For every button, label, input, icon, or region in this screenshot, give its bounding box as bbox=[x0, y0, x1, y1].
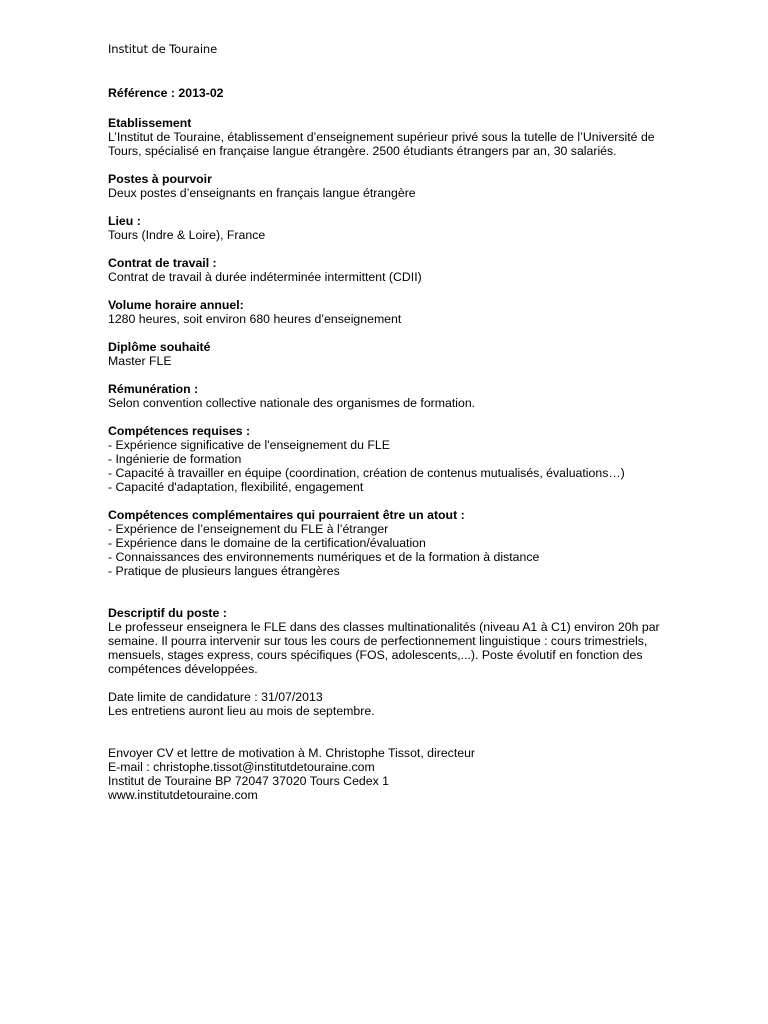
spacer bbox=[108, 732, 668, 746]
list-item: - Capacité d'adaptation, flexibilité, engagement bbox=[108, 480, 364, 494]
section-diplome bbox=[108, 340, 668, 368]
section-title: Compétences requises : bbox=[108, 424, 251, 438]
section-title: Diplôme souhaité bbox=[108, 340, 211, 354]
contact-address: Institut de Touraine BP 72047 37020 Tours Cedex 1 bbox=[108, 774, 389, 788]
section-text: Master FLE bbox=[108, 354, 172, 368]
section-lieu bbox=[108, 214, 668, 242]
list-item: - Expérience significative de l'enseignement du FLE bbox=[108, 438, 390, 452]
section-text: Selon convention collective nationale des organismes de formation. bbox=[108, 396, 476, 410]
document-body bbox=[108, 116, 668, 816]
list-item: - Ingénierie de formation bbox=[108, 452, 242, 466]
section-title: Contrat de travail : bbox=[108, 256, 217, 270]
section-text: compétences développées. bbox=[108, 662, 258, 676]
section-text: Deux postes d’enseignants en français langue étrangère bbox=[108, 186, 416, 200]
list-item: - Expérience de l’enseignement du FLE à l’étranger bbox=[108, 522, 389, 536]
section-contrat bbox=[108, 256, 668, 284]
page-header: Institut de Touraine bbox=[108, 42, 218, 56]
section-title: Compétences complémentaires qui pourraient être un atout : bbox=[108, 508, 465, 522]
section-competences-requises bbox=[108, 424, 668, 494]
contact-website: www.institutdetouraine.com bbox=[108, 788, 258, 802]
section-dates bbox=[108, 690, 668, 718]
section-title: Descriptif du poste : bbox=[108, 606, 227, 620]
list-item: - Expérience dans le domaine de la certification/évaluation bbox=[108, 536, 426, 550]
deadline-text: Date limite de candidature : 31/07/2013 bbox=[108, 690, 323, 704]
list-item: - Capacité à travailler en équipe (coordination, création de contenus mutualisés, évaluations…) bbox=[108, 466, 625, 480]
section-text: 1280 heures, soit environ 680 heures d’enseignement bbox=[108, 312, 402, 326]
contact-instructions: Envoyer CV et lettre de motivation à M. Christophe Tissot, directeur bbox=[108, 746, 476, 760]
spacer bbox=[108, 592, 668, 606]
section-etablissement bbox=[108, 116, 668, 158]
section-text: L’Institut de Touraine, établissement d’enseignement supérieur privé sous la tutelle de l’Université de bbox=[108, 130, 655, 144]
section-title: Volume horaire annuel: bbox=[108, 298, 244, 312]
section-text: Tours, spécialisé en française langue étrangère. 2500 étudiants étrangers par an, 30 salariés. bbox=[108, 144, 617, 158]
list-item: - Pratique de plusieurs langues étrangères bbox=[108, 564, 340, 578]
section-title: Rémunération : bbox=[108, 382, 199, 396]
reference-number: Référence : 2013-02 bbox=[108, 86, 224, 100]
section-title: Etablissement bbox=[108, 116, 192, 130]
section-text: Contrat de travail à durée indéterminée intermittent (CDII) bbox=[108, 270, 422, 284]
section-title: Lieu : bbox=[108, 214, 141, 228]
section-remuneration bbox=[108, 382, 668, 410]
section-competences-complementaires bbox=[108, 508, 668, 578]
section-title: Postes à pourvoir bbox=[108, 172, 212, 186]
section-descriptif bbox=[108, 606, 668, 676]
section-postes bbox=[108, 172, 668, 200]
section-text: mensuels, stages express, cours spécifiques (FOS, adolescents,...). Poste évolutif en fonction des bbox=[108, 648, 643, 662]
contact-email: E-mail : christophe.tissot@institutdetouraine.com bbox=[108, 760, 375, 774]
section-text: semaine. Il pourra intervenir sur tous les cours de perfectionnement linguistique : cours trimestriels, bbox=[108, 634, 648, 648]
section-text: Le professeur enseignera le FLE dans des classes multinationalités (niveau A1 à C1) environ 20h par bbox=[108, 620, 660, 634]
section-text: Tours (Indre & Loire), France bbox=[108, 228, 266, 242]
section-volume-horaire bbox=[108, 298, 668, 326]
interviews-text: Les entretiens auront lieu au mois de septembre. bbox=[108, 704, 375, 718]
section-contact bbox=[108, 746, 668, 802]
list-item: - Connaissances des environnements numériques et de la formation à distance bbox=[108, 550, 540, 564]
